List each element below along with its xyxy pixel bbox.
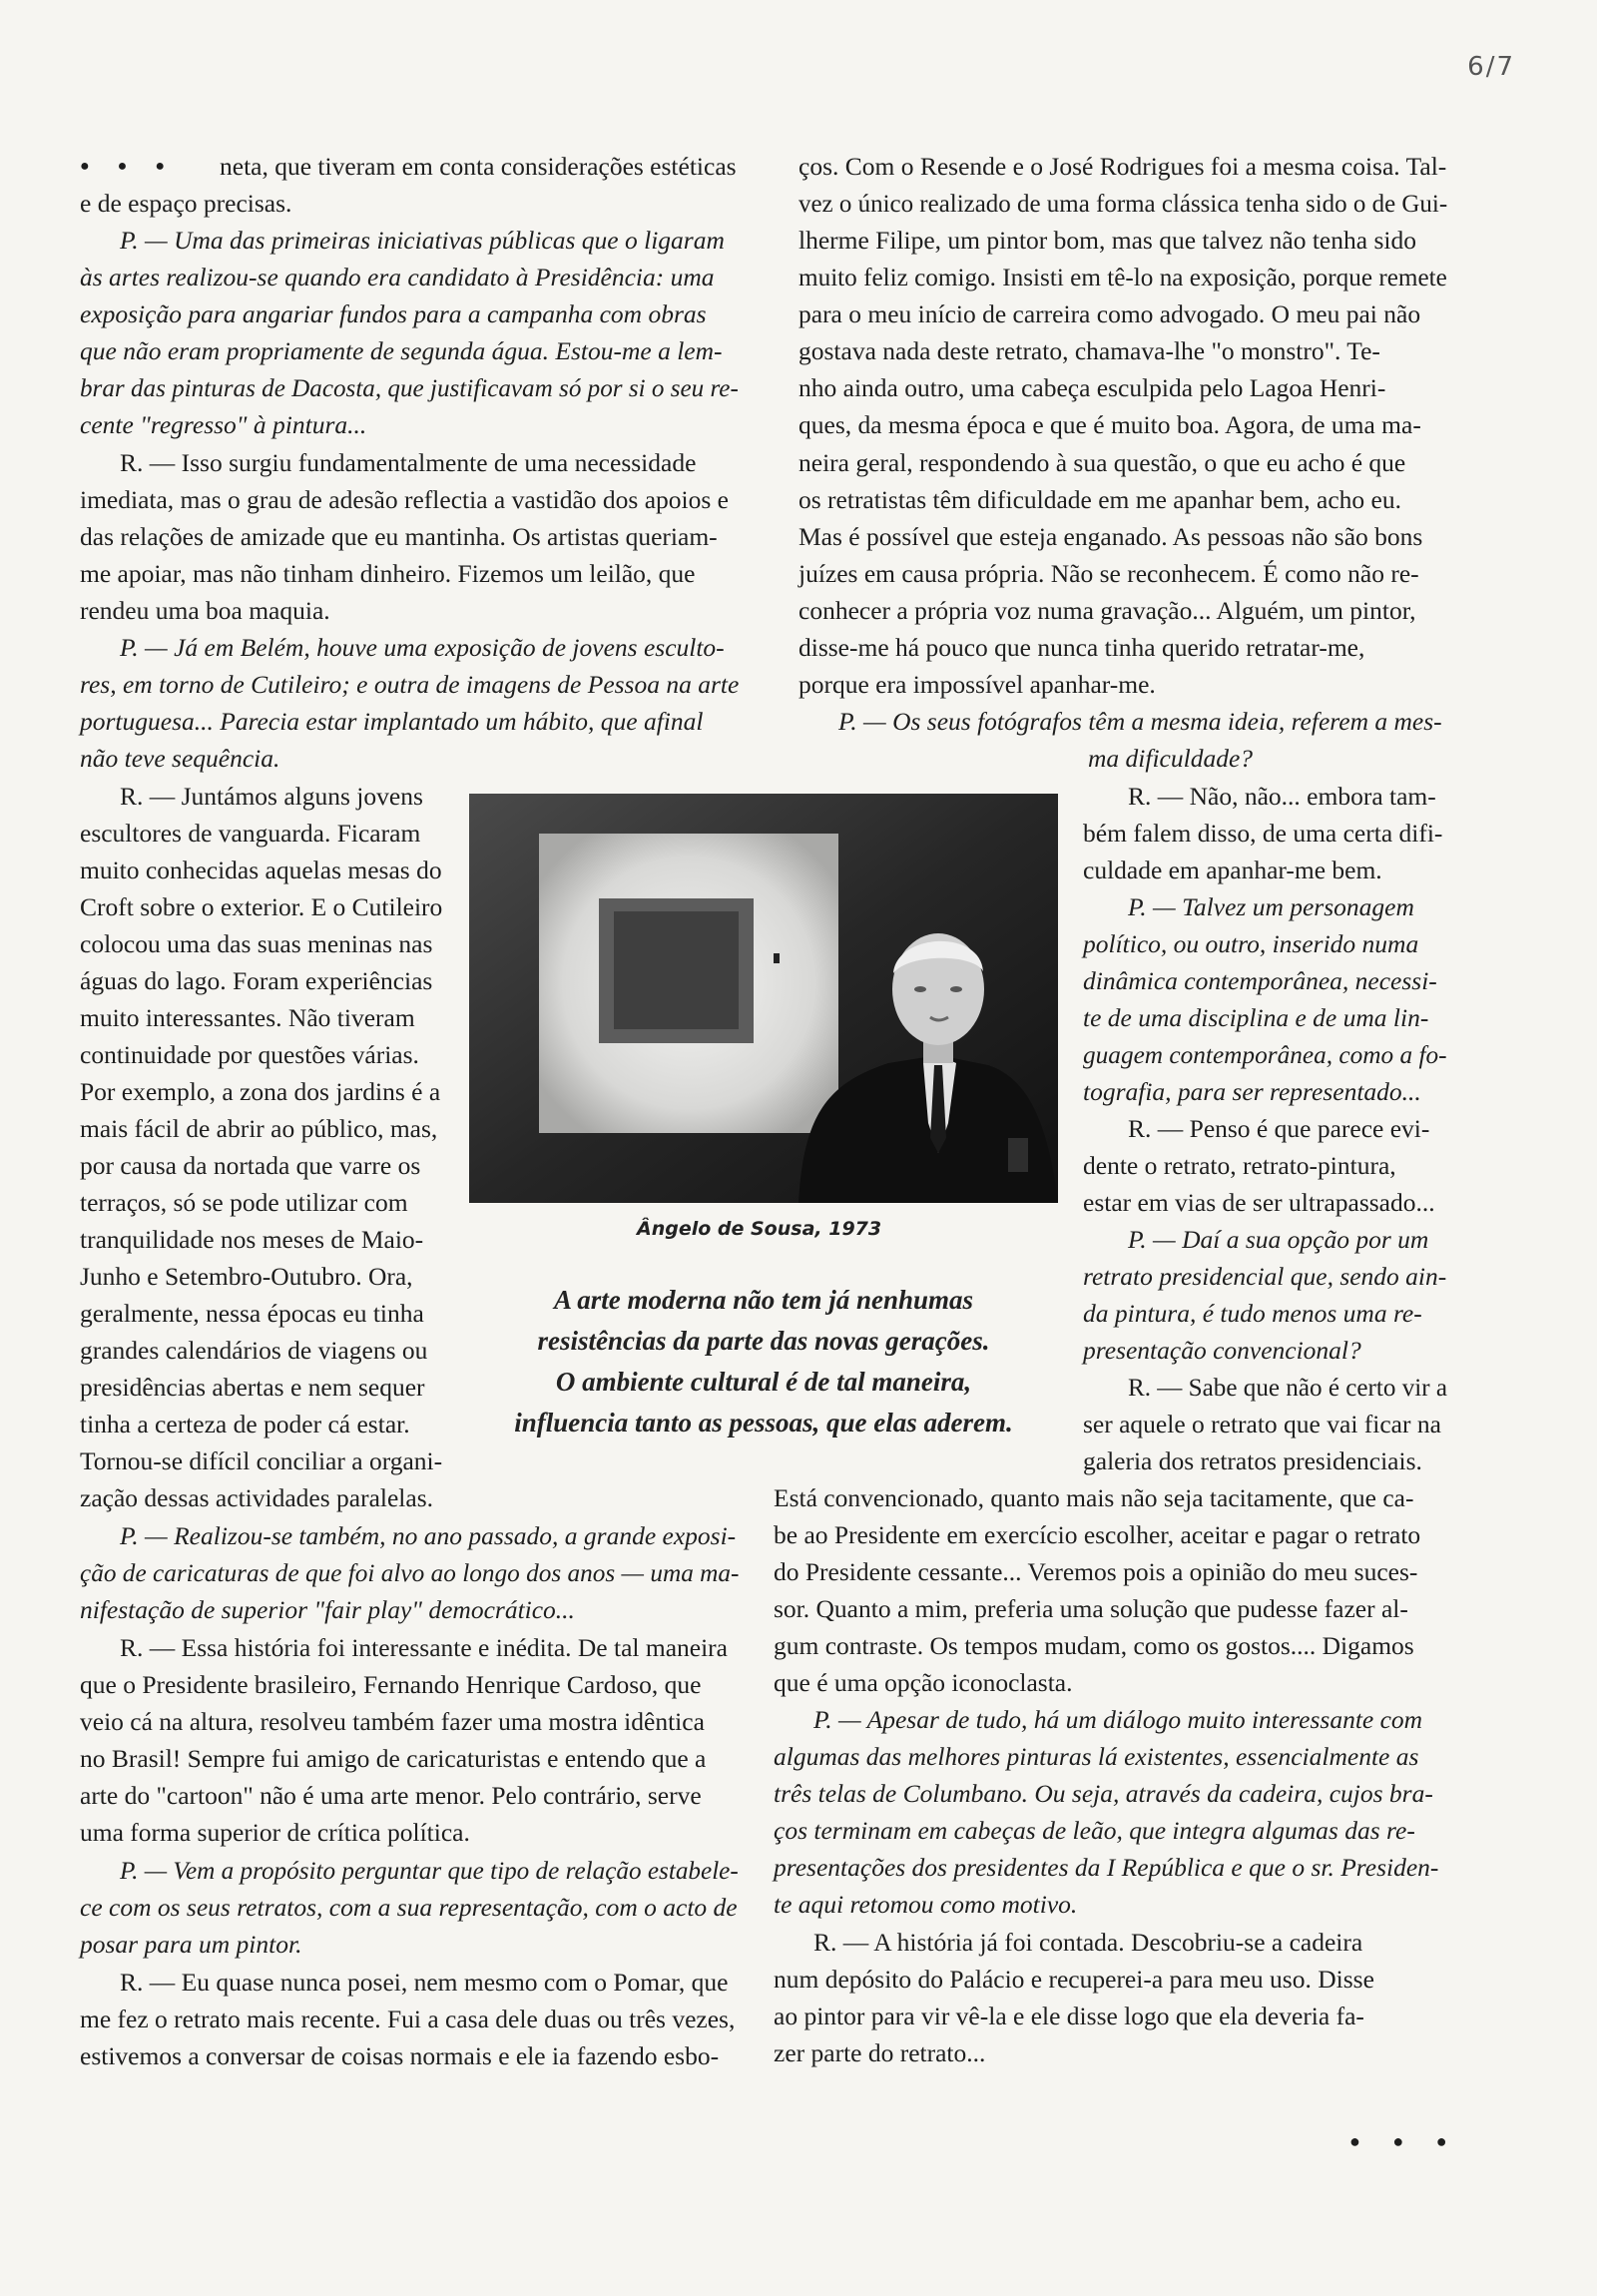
right-column-text-line: ma dificuldade? [1088, 744, 1254, 773]
left-column-text-line: posar para um pintor. [80, 1930, 302, 1959]
left-column-text-line: tinha a certeza de poder cá estar. [80, 1410, 410, 1438]
right-column-text-line: nho ainda outro, uma cabeça esculpida pelo Lagoa Henri- [798, 373, 1386, 402]
right-column-text-line: galeria dos retratos presidenciais. [1083, 1446, 1422, 1475]
right-column-text-line: sor. Quanto a mim, preferia uma solução que pudesse fazer al- [774, 1594, 1408, 1623]
left-column-text-line: res, em torno de Cutileiro; e outra de imagens de Pessoa na arte [80, 670, 740, 699]
right-column-text-line: retrato presidencial que, sendo ain- [1083, 1262, 1447, 1291]
left-column-text-line: geralmente, nessa épocas eu tinha [80, 1299, 424, 1328]
left-column-text-line: colocou uma das suas meninas nas [80, 929, 433, 958]
left-column-text-line: me fez o retrato mais recente. Fui a casa dele duas ou três vezes, [80, 2005, 736, 2033]
right-column-text-line: ços terminam em cabeças de leão, que integra algumas das re- [774, 1816, 1415, 1845]
right-column-text-line: bém falem disso, de uma certa difi- [1083, 819, 1443, 848]
left-column-text-line: R. — Essa história foi interessante e inédita. De tal maneira [120, 1633, 728, 1662]
left-column-text-line: grandes calendários de viagens ou [80, 1336, 428, 1365]
left-column-text-line: me apoiar, mas não tinham dinheiro. Fizemos um leilão, que [80, 559, 696, 588]
right-column-text-line: R. — Sabe que não é certo vir a [1128, 1373, 1448, 1402]
right-column-text-line: presentação convencional? [1083, 1336, 1361, 1365]
left-column-text-line: Croft sobre o exterior. E o Cutileiro [80, 892, 443, 921]
left-column-text-line: portuguesa... Parecia estar implantado um hábito, que afinal [80, 707, 704, 736]
left-column-text-line: cente "regresso" à pintura... [80, 410, 367, 439]
left-column-text-line: R. — Eu quase nunca posei, nem mesmo com o Pomar, que [120, 1968, 729, 1997]
right-column-text-line: guagem contemporânea, como a fo- [1083, 1040, 1447, 1069]
right-column-text-line: gostava nada deste retrato, chamava-lhe "o monstro". Te- [798, 336, 1380, 365]
right-column-text-line: P. — Apesar de tudo, há um diálogo muito interessante com [813, 1705, 1423, 1734]
left-column-text-line: por causa da nortada que varre os [80, 1151, 421, 1180]
left-column-text-line: P. — Uma das primeiras iniciativas públicas que o ligaram [120, 226, 725, 255]
left-column-text-line: que o Presidente brasileiro, Fernando Henrique Cardoso, que [80, 1670, 702, 1699]
right-column-text-line: P. — Os seus fotógrafos têm a mesma ideia, referem a mes- [838, 707, 1442, 736]
right-column-text-line: os retratistas têm dificuldade em me apanhar bem, acho eu. [798, 485, 1401, 514]
right-column-text-line: Mas é possível que esteja enganado. As pessoas não são bons [798, 522, 1423, 551]
left-column-text-line: Tornou-se difícil conciliar a organi- [80, 1446, 443, 1475]
right-column-text-line: para o meu início de carreira como advogado. O meu pai não [798, 299, 1421, 328]
left-column-text-line: zação dessas actividades paralelas. [80, 1483, 433, 1512]
right-column-text-line: R. — Não, não... embora tam- [1128, 782, 1436, 811]
right-column-text-line: vez o único realizado de uma forma clássica tenha sido o de Gui- [798, 189, 1448, 218]
left-column-text-line: uma forma superior de crítica política. [80, 1818, 470, 1847]
left-column-text-line: exposição para angariar fundos para a campanha com obras [80, 299, 707, 328]
left-column-text-line: muito conhecidas aquelas mesas do [80, 856, 442, 884]
right-column-text-line: P. — Daí a sua opção por um [1128, 1225, 1429, 1254]
right-column-text-line: te de uma disciplina e de uma lin- [1083, 1003, 1429, 1032]
right-column-text-line: que é uma opção iconoclasta. [774, 1668, 1073, 1697]
left-column-text-line: mais fácil de abrir ao público, mas, [80, 1114, 438, 1143]
left-column-text-line: que não eram propriamente de segunda água. Estou-me a lem- [80, 336, 723, 365]
right-column-text-line: P. — Talvez um personagem [1128, 892, 1414, 921]
right-column-text-line: estar em vias de ser ultrapassado... [1083, 1188, 1435, 1217]
right-column-text-line: algumas das melhores pinturas lá existentes, essencialmente as [774, 1742, 1419, 1771]
left-column-text-line: P. — Já em Belém, houve uma exposição de jovens esculto- [120, 633, 725, 662]
left-column-text-line: veio cá na altura, resolveu também fazer uma mostra idêntica [80, 1707, 705, 1736]
left-column-text-line: Junho e Setembro-Outubro. Ora, [80, 1262, 413, 1291]
right-column-text-line: do Presidente cessante... Veremos pois a opinião do meu suces- [774, 1557, 1418, 1586]
right-column-text-line: num depósito do Palácio e recuperei-a para meu uso. Disse [774, 1965, 1374, 1994]
pull-quote-line: O ambiente cultural é de tal maneira, [555, 1367, 972, 1397]
left-column-text-line: e de espaço precisas. [80, 189, 292, 218]
right-column-text-line: dente o retrato, retrato-pintura, [1083, 1151, 1396, 1180]
left-column-text-line: neta, que tiveram em conta considerações estéticas [220, 152, 737, 181]
right-column-text-line: gum contraste. Os tempos mudam, como os gostos.... Digamos [774, 1631, 1414, 1660]
left-column-text-line: R. — Juntámos alguns jovens [120, 782, 423, 811]
right-column-text-line: culdade em apanhar-me bem. [1083, 856, 1382, 884]
left-column-text-line: P. — Vem a propósito perguntar que tipo de relação estabele- [120, 1856, 739, 1885]
left-column-text-line: brar das pinturas de Dacosta, que justificavam só por si o seu re- [80, 373, 739, 402]
left-column-text-line: rendeu uma boa maquia. [80, 596, 330, 625]
portrait-photo [469, 794, 1058, 1203]
left-column-text-line: terraços, só se pode utilizar com [80, 1188, 408, 1217]
left-column-text-line: águas do lago. Foram experiências [80, 966, 433, 995]
right-column-text-line: político, ou outro, inserido numa [1083, 929, 1419, 958]
right-column-text-line: juízes em causa própria. Não se reconhecem. É como não re- [798, 559, 1419, 588]
right-column-text-line: tografia, para ser representado... [1083, 1077, 1421, 1106]
right-column-text-line: ao pintor para vir vê-la e ele disse logo que ela deveria fa- [774, 2002, 1364, 2030]
left-column-text-line: muito interessantes. Não tiveram [80, 1003, 415, 1032]
pull-quote-line: influencia tanto as pessoas, que elas aderem. [514, 1408, 1013, 1437]
right-column-text-line: da pintura, é tudo menos uma re- [1083, 1299, 1422, 1328]
left-column-text-line: P. — Realizou-se também, no ano passado, a grande exposi- [120, 1521, 737, 1550]
left-column-text-line: estivemos a conversar de coisas normais e ele ia fazendo esbo- [80, 2041, 720, 2070]
left-column-text-line: Por exemplo, a zona dos jardins é a [80, 1077, 441, 1106]
right-column-text-line: dinâmica contemporânea, necessi- [1083, 966, 1437, 995]
photo-caption: Ângelo de Sousa, 1973 [637, 1218, 882, 1240]
left-column-text-line: às artes realizou-se quando era candidato à Presidência: uma [80, 263, 715, 291]
left-column-text-line: R. — Isso surgiu fundamentalmente de uma necessidade [120, 448, 697, 477]
left-column-text-line: imediata, mas o grau de adesão reflectia a vastidão dos apoios e [80, 485, 730, 514]
right-column-text-line: zer parte do retrato... [774, 2038, 986, 2067]
right-column-text-line: porque era impossível apanhar-me. [798, 670, 1156, 699]
right-column-text-line: lherme Filipe, um pintor bom, mas que talvez não tenha sido [798, 226, 1416, 255]
right-column-text-line: Está convencionado, quanto mais não seja tacitamente, que ca- [774, 1483, 1414, 1512]
right-column-text-line: te aqui retomou como motivo. [774, 1890, 1078, 1919]
right-column-text-line: neira geral, respondendo à sua questão, o que eu acho é que [798, 448, 1406, 477]
left-column-text-line: arte do "cartoon" não é uma arte menor. Pelo contrário, serve [80, 1781, 702, 1810]
pull-quote-line: A arte moderna não tem já nenhumas [553, 1285, 974, 1315]
right-column-text-line: disse-me há pouco que nunca tinha querido retratar-me, [798, 633, 1365, 662]
page-number: 6/7 [1467, 52, 1515, 82]
left-column-text-line: nifestação de superior "fair play" democrático... [80, 1595, 575, 1624]
left-column-text-line: das relações de amizade que eu mantinha. Os artistas queriam- [80, 522, 718, 551]
right-column-text-line: R. — A história já foi contada. Descobriu-se a cadeira [813, 1928, 1363, 1957]
right-column-text-line: conhecer a própria voz numa gravação... Alguém, um pintor, [798, 596, 1416, 625]
left-column-text-line: tranquilidade nos meses de Maio- [80, 1225, 424, 1254]
right-column-text-line: ços. Com o Resende e o José Rodrigues foi a mesma coisa. Tal- [798, 152, 1447, 181]
start-bullets: ● ● ● [80, 158, 177, 175]
right-column-text-line: be ao Presidente em exercício escolher, aceitar e pagar o retrato [774, 1520, 1421, 1549]
right-column-text-line: R. — Penso é que parece evi- [1128, 1114, 1430, 1143]
right-column-text-line: presentações dos presidentes da I República e que o sr. Presiden- [774, 1853, 1439, 1882]
pull-quote-line: resistências da parte das novas gerações. [537, 1326, 990, 1356]
end-bullets: ● ● ● [1349, 2131, 1461, 2151]
right-column-text-line: muito feliz comigo. Insisti em tê-lo na exposição, porque remete [798, 263, 1447, 291]
left-column-text-line: ce com os seus retratos, com a sua representação, com o acto de [80, 1893, 738, 1922]
left-column-text-line: escultores de vanguarda. Ficaram [80, 819, 421, 848]
right-column-text-line: ser aquele o retrato que vai ficar na [1083, 1410, 1441, 1438]
left-column-text-line: no Brasil! Sempre fui amigo de caricaturistas e entendo que a [80, 1744, 707, 1773]
left-column-text-line: presidências abertas e nem sequer [80, 1373, 425, 1402]
right-column-text-line: ques, da mesma época e que é muito boa. Agora, de uma ma- [798, 410, 1421, 439]
right-column-text-line: três telas de Columbano. Ou seja, através da cadeira, cujos bra- [774, 1779, 1433, 1808]
left-column-text-line: continuidade por questões várias. [80, 1040, 419, 1069]
left-column-text-line: não teve sequência. [80, 744, 280, 773]
left-column-text-line: ção de caricaturas de que foi alvo ao longo dos anos — uma ma- [80, 1558, 740, 1587]
